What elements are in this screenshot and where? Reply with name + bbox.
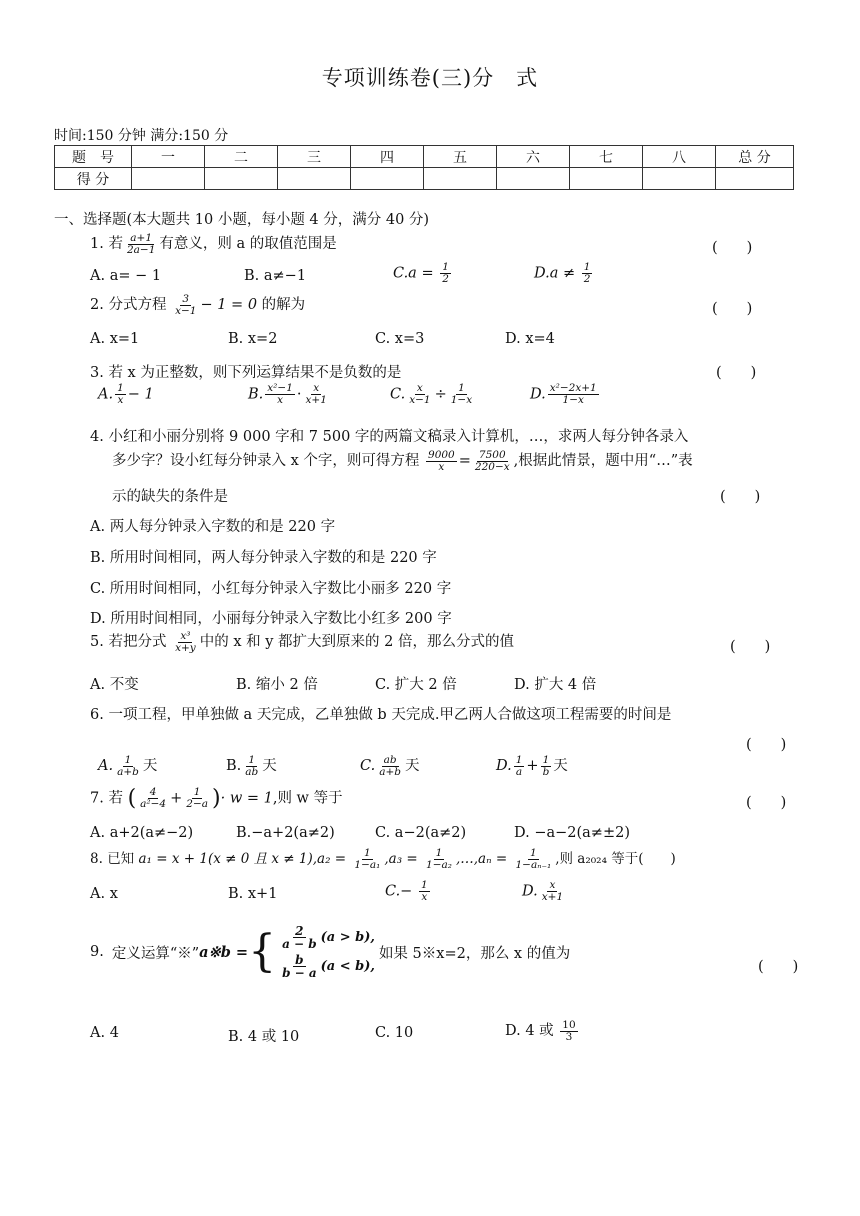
score-header-cell: 七 bbox=[570, 146, 643, 168]
question-text: 一项工程，甲单独做 a 天完成，乙单独做 b 天完成.甲乙两人合做这项工程需要的时间是 bbox=[108, 707, 672, 723]
question-text: 多少字？设小红每分钟录入 x 个字，则可得方程 bbox=[112, 453, 420, 469]
question-4 bbox=[90, 425, 688, 446]
question-6 bbox=[90, 703, 671, 724]
score-table-header-row bbox=[55, 146, 794, 168]
equation-text: a※b = bbox=[199, 943, 249, 961]
score-cell[interactable] bbox=[716, 168, 794, 190]
question-3 bbox=[90, 361, 401, 382]
score-row-label: 得 分 bbox=[55, 168, 132, 190]
option-d[interactable]: D. 扩大 4 倍 bbox=[514, 677, 597, 693]
option-d[interactable]: D. 所用时间相同，小丽每分钟录入字数比小红多 200 字 bbox=[90, 611, 452, 627]
denominator: 1−x bbox=[450, 394, 473, 406]
option-a[interactable]: A. 4 bbox=[90, 1025, 119, 1041]
option-c[interactable]: C. 所用时间相同，小红每分钟录入字数比小丽多 220 字 bbox=[90, 581, 452, 597]
answer-blank[interactable]: ( ) bbox=[712, 240, 753, 256]
option-label: D. bbox=[522, 883, 538, 900]
numerator: 1 bbox=[420, 879, 428, 891]
option-c[interactable] bbox=[390, 383, 476, 406]
fraction bbox=[115, 383, 126, 406]
option-label: B. bbox=[226, 758, 242, 774]
denominator: a − b bbox=[282, 937, 317, 951]
fraction bbox=[548, 383, 599, 406]
fraction bbox=[540, 880, 565, 903]
option-d[interactable] bbox=[534, 262, 594, 285]
score-table bbox=[54, 145, 794, 190]
option-b[interactable] bbox=[226, 754, 277, 778]
piecewise-definition bbox=[248, 925, 375, 979]
denominator: x bbox=[438, 460, 445, 473]
numerator: ab bbox=[383, 753, 397, 766]
paren-left: ( bbox=[127, 786, 137, 811]
question-9 bbox=[90, 925, 570, 979]
question-5 bbox=[90, 630, 514, 654]
option-label: C.a = bbox=[393, 265, 439, 282]
numerator: 1 bbox=[515, 753, 523, 766]
option-c[interactable]: C. a−2(a≠2) bbox=[375, 825, 467, 841]
fraction bbox=[473, 450, 512, 473]
score-header-cell: 五 bbox=[424, 146, 497, 168]
question-8 bbox=[90, 847, 676, 871]
option-label: D. 4 或 bbox=[505, 1023, 554, 1039]
numerator: 1 bbox=[124, 753, 132, 766]
numerator: x²−2x+1 bbox=[549, 382, 597, 394]
option-d[interactable] bbox=[505, 1019, 580, 1043]
option-b[interactable] bbox=[248, 383, 331, 406]
equation-text: ,…,aₙ = bbox=[455, 851, 512, 867]
numerator: 1 bbox=[530, 847, 537, 859]
option-a[interactable] bbox=[98, 754, 157, 778]
score-header-cell: 一 bbox=[132, 146, 205, 168]
question-text: 已知 bbox=[107, 851, 135, 867]
question-number: 6. bbox=[90, 707, 104, 723]
score-header-cell: 六 bbox=[497, 146, 570, 168]
denominator: 2 bbox=[583, 273, 591, 285]
numerator: 1 bbox=[442, 261, 449, 273]
numerator: 1 bbox=[364, 847, 371, 859]
question-text: 示的缺失的条件是 bbox=[112, 489, 228, 505]
option-b[interactable]: B. x+1 bbox=[228, 886, 278, 902]
denominator: 1−a₂ bbox=[426, 859, 452, 871]
operator: ÷ bbox=[434, 386, 447, 403]
option-d[interactable]: D. x=4 bbox=[505, 331, 555, 347]
question-text: ,则 a₂₀₂₄ 等于( ) bbox=[555, 851, 676, 867]
question-number: 1. bbox=[90, 236, 104, 252]
option-d[interactable] bbox=[522, 880, 567, 903]
numerator: 10 bbox=[562, 1018, 576, 1031]
exam-meta: 时间:150 分钟 满分:150 分 bbox=[54, 128, 229, 144]
question-text: 中的 x 和 y 都扩大到原来的 2 倍，那么分式的值 bbox=[199, 634, 514, 650]
option-label: C. bbox=[360, 758, 376, 774]
fraction bbox=[541, 755, 552, 778]
option-d[interactable]: D. −a−2(a≠±2) bbox=[514, 825, 630, 841]
denominator: a+b bbox=[379, 765, 401, 778]
page-title: 专项训练卷(三)分 式 bbox=[321, 66, 539, 90]
option-text: 天 bbox=[404, 758, 420, 774]
denominator: a²−4 bbox=[140, 798, 167, 810]
denominator: x+1 bbox=[541, 891, 564, 903]
score-header-cell: 总 分 bbox=[716, 146, 794, 168]
question-text: 若 bbox=[108, 790, 123, 807]
denominator: 2a−1 bbox=[126, 243, 156, 256]
option-label: B. bbox=[248, 386, 264, 403]
question-text: 定义运算“※” bbox=[111, 945, 200, 962]
option-text: − 1 bbox=[127, 386, 154, 403]
option-label: C.− bbox=[385, 883, 417, 900]
brace-symbol: { bbox=[248, 926, 277, 977]
score-header-cell: 四 bbox=[351, 146, 424, 168]
option-d[interactable] bbox=[530, 383, 601, 406]
question-text: ,则 w 等于 bbox=[272, 790, 343, 807]
case-2 bbox=[278, 954, 375, 979]
fraction bbox=[280, 954, 319, 979]
option-label: D.a ≠ bbox=[534, 265, 580, 282]
question-text: 若 x 为正整数，则下列运算结果不是负数的是 bbox=[108, 365, 402, 381]
question-text: 如果 5※x=2，那么 x 的值为 bbox=[378, 945, 571, 962]
denominator: 2−a bbox=[186, 798, 209, 810]
equation-text: ,a₃ = bbox=[384, 851, 423, 867]
denominator: 1−x bbox=[562, 394, 584, 406]
denominator: 3 bbox=[565, 1030, 573, 1043]
denominator: x−1 bbox=[175, 304, 197, 317]
numerator: 1 bbox=[117, 382, 124, 394]
answer-blank[interactable]: ( ) bbox=[712, 301, 753, 317]
fraction bbox=[419, 880, 430, 903]
case-1 bbox=[278, 925, 375, 950]
numerator: 2 bbox=[295, 924, 304, 938]
option-a[interactable]: A. 两人每分钟录入字数的和是 220 字 bbox=[90, 519, 336, 535]
operator: = bbox=[458, 453, 471, 469]
answer-blank[interactable]: ( ) bbox=[758, 959, 799, 975]
fraction bbox=[243, 755, 260, 778]
question-text: 小红和小丽分别将 9 000 字和 7 500 字的两篇文稿录入计算机，…，求两人每分钟各录入 bbox=[108, 429, 689, 445]
option-label: C. bbox=[390, 386, 406, 403]
numerator: 1 bbox=[248, 753, 256, 766]
denominator: 1−aₙ₋₁ bbox=[515, 859, 552, 871]
fraction bbox=[352, 848, 382, 871]
question-number: 4. bbox=[90, 429, 104, 445]
case-condition: (a > b), bbox=[320, 930, 375, 945]
denominator: b − a bbox=[282, 966, 317, 980]
numerator: 3 bbox=[182, 292, 190, 305]
denominator: x bbox=[277, 394, 284, 406]
fraction bbox=[514, 755, 525, 778]
option-label: A. bbox=[98, 758, 114, 774]
fraction bbox=[303, 383, 328, 406]
question-7 bbox=[90, 786, 343, 811]
numerator: x bbox=[416, 382, 423, 394]
denominator: x bbox=[117, 394, 124, 406]
answer-blank[interactable]: ( ) bbox=[746, 737, 787, 753]
numerator: b bbox=[295, 953, 304, 967]
question-text: 若 bbox=[108, 236, 123, 252]
equation-text: a₁ bbox=[138, 851, 152, 867]
answer-blank[interactable]: ( ) bbox=[720, 489, 761, 505]
question-number: 8. bbox=[90, 851, 103, 867]
denominator: ab bbox=[245, 765, 259, 778]
answer-blank[interactable]: ( ) bbox=[716, 365, 757, 381]
option-b[interactable]: B. 4 或 10 bbox=[228, 1029, 300, 1045]
numerator: 1 bbox=[193, 786, 201, 798]
numerator: 1 bbox=[583, 261, 591, 273]
numerator: x bbox=[549, 879, 556, 891]
score-cell[interactable] bbox=[643, 168, 716, 190]
option-d[interactable] bbox=[496, 754, 568, 778]
fraction bbox=[582, 262, 593, 285]
fraction bbox=[125, 233, 157, 256]
fraction bbox=[377, 755, 403, 778]
numerator: x²−1 bbox=[267, 382, 293, 394]
question-number: 9. bbox=[90, 944, 104, 960]
fraction bbox=[280, 925, 319, 950]
fraction bbox=[265, 383, 295, 406]
cases bbox=[278, 925, 375, 979]
answer-blank[interactable]: ( ) bbox=[746, 795, 787, 811]
equation-text: − 1 = 0 bbox=[200, 297, 258, 313]
option-b[interactable]: B. x=2 bbox=[228, 331, 278, 347]
numerator: x³ bbox=[180, 629, 191, 642]
option-a[interactable]: A. a= − 1 bbox=[90, 268, 162, 284]
fraction bbox=[426, 450, 457, 473]
score-cell[interactable] bbox=[205, 168, 278, 190]
score-cell[interactable] bbox=[497, 168, 570, 190]
option-label: D. bbox=[496, 758, 512, 774]
fraction bbox=[115, 755, 141, 778]
fraction bbox=[138, 787, 168, 810]
numerator: 7500 bbox=[478, 448, 506, 461]
option-c[interactable]: C. 10 bbox=[375, 1025, 414, 1041]
section-heading: 一、选择题(本大题共 10 小题，每小题 4 分，满分 40 分) bbox=[54, 212, 430, 228]
fraction bbox=[407, 383, 432, 406]
fraction bbox=[449, 383, 474, 406]
option-text: 天 bbox=[142, 758, 158, 774]
question-4-line-2 bbox=[112, 449, 693, 473]
score-cell[interactable] bbox=[351, 168, 424, 190]
question-1 bbox=[90, 232, 337, 256]
option-a[interactable] bbox=[98, 383, 154, 406]
denominator: b bbox=[542, 765, 550, 778]
case-condition: (a < b), bbox=[320, 959, 375, 974]
fraction bbox=[513, 848, 553, 871]
score-cell[interactable] bbox=[278, 168, 351, 190]
option-a[interactable]: A. 不变 bbox=[90, 677, 139, 693]
numerator: x bbox=[313, 382, 320, 394]
equation-text: = x + 1(x ≠ 0 且 x ≠ 1),a₂ = bbox=[151, 851, 351, 867]
question-text: 若把分式 bbox=[108, 634, 167, 650]
question-number: 5. bbox=[90, 634, 104, 650]
question-2 bbox=[90, 293, 305, 317]
option-c[interactable] bbox=[385, 880, 432, 903]
fraction bbox=[440, 262, 451, 285]
numerator: 1 bbox=[458, 382, 465, 394]
fraction bbox=[173, 294, 198, 317]
fraction bbox=[560, 1020, 577, 1043]
option-a[interactable]: A. x=1 bbox=[90, 331, 140, 347]
numerator: 1 bbox=[542, 753, 550, 766]
score-header-cell: 题 号 bbox=[55, 146, 132, 168]
score-header-cell: 三 bbox=[278, 146, 351, 168]
option-a[interactable]: A. x bbox=[90, 886, 118, 902]
operator: + bbox=[526, 758, 539, 774]
fraction bbox=[173, 631, 198, 654]
score-cell[interactable] bbox=[424, 168, 497, 190]
option-text: 天 bbox=[262, 758, 277, 774]
option-a[interactable]: A. a+2(a≠−2) bbox=[90, 825, 194, 841]
score-cell[interactable] bbox=[570, 168, 643, 190]
denominator: x bbox=[421, 891, 428, 903]
option-c[interactable] bbox=[360, 754, 419, 778]
question-number: 2. bbox=[90, 297, 104, 313]
option-b[interactable]: B. 缩小 2 倍 bbox=[236, 677, 318, 693]
denominator: 1−a₁ bbox=[354, 859, 381, 871]
question-text: 的解为 bbox=[261, 297, 306, 313]
question-number: 7. bbox=[90, 790, 104, 807]
question-text: ,根据此情景，题中用“…”表 bbox=[513, 453, 693, 469]
paren-right: ) bbox=[212, 786, 221, 811]
numerator: 4 bbox=[149, 786, 157, 798]
denominator: x+1 bbox=[305, 394, 327, 406]
score-header-cell: 二 bbox=[205, 146, 278, 168]
fraction bbox=[424, 848, 454, 871]
option-b[interactable]: B. a≠−1 bbox=[244, 268, 307, 284]
option-label: A. bbox=[98, 386, 114, 403]
option-label: D. bbox=[530, 386, 546, 403]
score-header-cell: 八 bbox=[643, 146, 716, 168]
numerator: a+1 bbox=[130, 231, 153, 244]
numerator: 9000 bbox=[428, 448, 455, 461]
question-text: 分式方程 bbox=[108, 297, 167, 313]
operator: · bbox=[296, 386, 302, 403]
denominator: a+b bbox=[117, 765, 139, 778]
option-b[interactable]: B.−a+2(a≠2) bbox=[236, 825, 335, 841]
score-cell[interactable] bbox=[132, 168, 205, 190]
answer-blank[interactable]: ( ) bbox=[730, 639, 771, 655]
denominator: x+y bbox=[175, 641, 196, 654]
denominator: a bbox=[515, 765, 523, 778]
equation-text: · w = 1 bbox=[220, 790, 273, 807]
denominator: 220−x bbox=[474, 460, 510, 473]
question-text: 有意义，则 a 的取值范围是 bbox=[159, 236, 337, 252]
option-c[interactable]: C. 扩大 2 倍 bbox=[375, 677, 457, 693]
option-c[interactable] bbox=[393, 262, 453, 285]
numerator: 1 bbox=[435, 847, 443, 859]
score-table-score-row bbox=[55, 168, 794, 190]
option-text: 天 bbox=[553, 758, 568, 774]
option-c[interactable]: C. x=3 bbox=[375, 331, 425, 347]
denominator: 2 bbox=[442, 273, 449, 285]
question-number: 3. bbox=[90, 365, 104, 381]
option-b[interactable]: B. 所用时间相同，两人每分钟录入字数的和是 220 字 bbox=[90, 550, 437, 566]
operator: + bbox=[170, 790, 183, 807]
denominator: x−1 bbox=[409, 394, 431, 406]
fraction bbox=[184, 787, 210, 810]
